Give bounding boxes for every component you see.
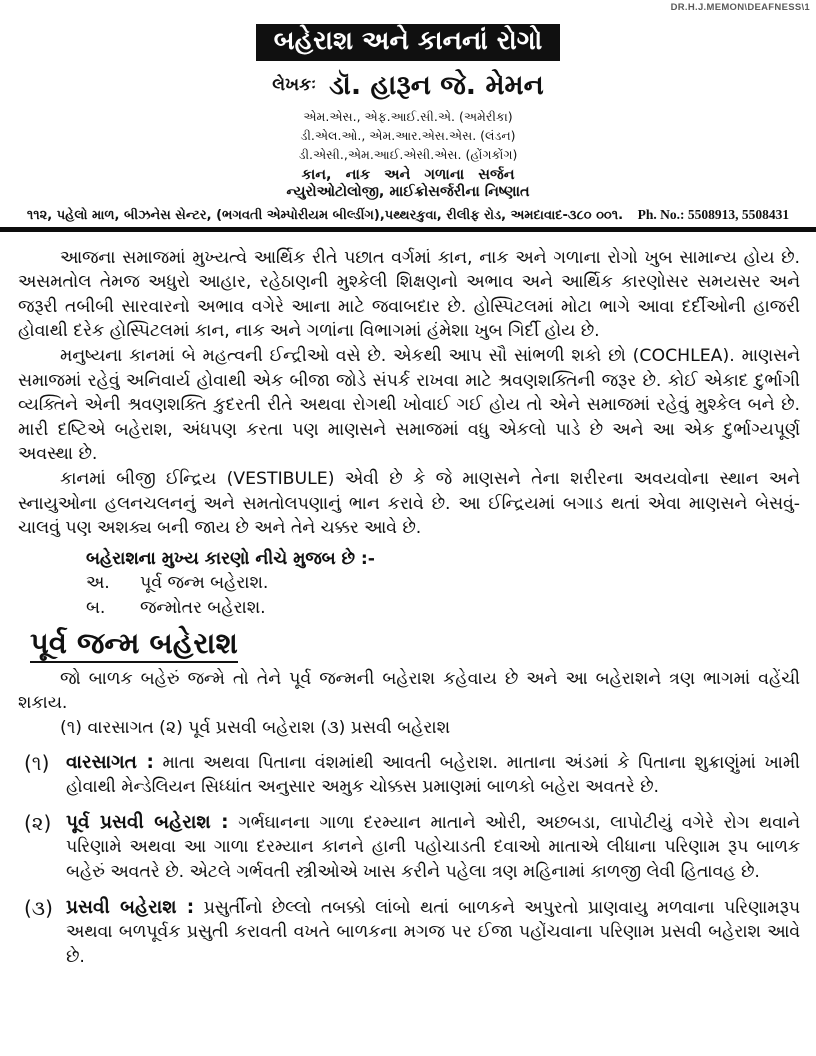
item-number: (૧) bbox=[24, 750, 50, 775]
section-heading: પૂર્વ જન્મ બહેરાશ bbox=[30, 627, 238, 663]
letterhead bbox=[0, 0, 816, 223]
list-marker: અ. bbox=[86, 573, 110, 594]
clinic-address: ૧૧૨, પહેલો માળ, બીઝનેસ સેન્ટર, (ભગવતી એમ્પોરીયમ બીલ્ડીંગ),પથ્થરકુવા, રીલીફ રોડ, અમદાવાદ-૩૮૦ ૦૦૧. bbox=[26, 207, 624, 223]
author-prefix: લેખકઃ bbox=[272, 74, 317, 95]
article-body bbox=[0, 232, 816, 970]
item-text: ગર્ભઘાનના ગાળા દરમ્યાન માતાને ઓરી, અછબડા, લાપોટીયું વગેરે રોગ થવાને પરિણામે અથવા આ ગાળા દરમ્યાન કાનને હાની પહોચાડતી દવાઓ માતાએ લીધાના પરિણામ રૂપ બાળક બહેરું અવતરે છે. એટલે ગર્ભવતી સ્ત્રીઓએ ખાસ કરીને પહેલા ત્રણ મહિનામાં કાળજી લેવી હિતાવહ છે. bbox=[66, 812, 800, 882]
causes-block bbox=[86, 547, 800, 621]
item-text: માતા અથવા પિતાના વંશમાંથી આવતી બહેરાશ. માતાના અંડમાં કે પિતાના શુક્રાણુંમાં ખામી હોવાથી મેન્ડેલિયન સિધ્ધાંત અનુસાર અમુક ચોક્કસ પ્રમાણમાં બાળકો બહેરા અવતરે છે. bbox=[66, 752, 800, 798]
author-name: ડૉ. હારૂન જે. મેમન bbox=[329, 69, 544, 101]
types-line: (૧) વારસાગત (૨) પૂર્વ પ્રસવી બહેરાશ (૩) પ્રસવી બહેરાશ bbox=[60, 718, 450, 739]
phone-numbers: Ph. No.: 5508913, 5508431 bbox=[637, 206, 790, 222]
section-heading-wrap bbox=[30, 627, 800, 663]
list-item-label: પૂર્વ જન્મ બહેરાશ. bbox=[140, 573, 269, 594]
specialty-line-1: કાન, નાક અને ગળાના સર્જન bbox=[301, 166, 515, 183]
credential-line: ડી.એલ.ઓ., એમ.આર.એસ.એસ. (લંડન) bbox=[300, 127, 516, 143]
item-number: (૨) bbox=[24, 810, 52, 835]
item-content bbox=[66, 811, 800, 885]
item-title: વારસાગત : bbox=[66, 751, 154, 773]
item-content bbox=[66, 896, 800, 970]
author-line bbox=[0, 70, 816, 102]
item-title: પ્રસવી બહેરાશ : bbox=[66, 896, 195, 918]
credential-line: એમ.એસ., એફ.આઈ.સી.એ. (અમેરીકા) bbox=[303, 108, 513, 124]
item-content bbox=[66, 751, 800, 800]
numbered-item bbox=[18, 811, 800, 885]
item-title: પૂર્વ પ્રસવી બહેરાશ : bbox=[66, 811, 229, 833]
specialty-line-2: ન્યુરોઓટોલોજી, માઈક્રોસર્જરીના નિષ્ણાત bbox=[286, 183, 530, 200]
document-title-banner: બહેરાશ અને કાનનાં રોગો bbox=[256, 24, 560, 61]
item-number: (૩) bbox=[24, 895, 53, 920]
paragraph-cochlea: મનુષ્યના કાનમાં બે મહત્વની ઈન્દ્રીઓ વસે છે. એકથી આપ સૌ સાંભળી શકો છો (COCHLEA). માણસને સમાજમાં રહેવું અનિવાર્ય હોવાથી એક બીજા જોડે સંપર્ક રાખવા માટે શ્રવણશક્તિની જરૂર છે. કોઈ એકાદ દુર્ભાગી વ્યક્તિને એની શ્રવણશક્તિ કુદરતી રીતે અથવા રોગથી ખોવાઈ ગઈ હોય તો એને સમાજમાં રહેવું મુશ્કેલ બને છે. મારી દષ્ટિએ બહેરાશ, અંધપણ કરતા પણ માણસને સમાજમાં વધુ એકલો પાડે છે અને આ એક દુર્ભાગ્યપૂર્ણ અવસ્થા છે. bbox=[18, 345, 800, 465]
list-item-label: જન્મોતર બહેરાશ. bbox=[140, 597, 266, 618]
numbered-item bbox=[18, 751, 800, 800]
list-marker: બ. bbox=[86, 597, 106, 618]
list-item bbox=[86, 596, 800, 621]
numbered-item bbox=[18, 896, 800, 970]
paragraph-vestibule: કાનમાં બીજી ઈન્દ્રિય (VESTIBULE) એવી છે કે જે માણસને તેના શરીરના અવયવોના સ્થાન અને સ્નાયુઓના હલનચલનનું અને સમતોલપણાનું ભાન કરાવે છે. આ ઈન્દ્રિયમાં બગાડ થતાં એવા માણસને બેસવું-ચાલવું પણ અશક્ય બની જાય છે અને તેને ચક્કર આવે છે. bbox=[18, 468, 800, 539]
filename-watermark: DR.H.J.MEMON\DEAFNESS\1 bbox=[670, 2, 810, 13]
address-row bbox=[0, 207, 816, 223]
list-item bbox=[86, 571, 800, 596]
credentials-block bbox=[0, 107, 816, 164]
credential-line: ડી.એસી.,એમ.આઈ.એસી.એસ. (હોંગકોંગ) bbox=[298, 146, 518, 162]
numbered-list bbox=[18, 751, 800, 970]
paragraph-intro: આજના સમાજમાં મુખ્યત્વે આર્થિક રીતે પછાત વર્ગમાં કાન, નાક અને ગળાના રોગો ખુબ સામાન્ય હોય છે. અસમતોલ તેમજ અધુરો આહાર, રહેઠાણની મુશ્કેલી શિક્ષણનો અભાવ અને આર્થિક કારણોસર સમયસર અને જરૂરી તબીબી સારવારનો અભાવ વગેરે આના માટે જવાબદાર છે. હોસ્પિટલમાં મોટા ભાગે આવા દર્દીઓની હાજરી હોવાથી દરેક હોસ્પિટલમાં કાન, નાક અને ગળાંના વિભાગમાં હંમેશા ખુબ ગિર્દી હોય છે. bbox=[18, 247, 800, 342]
causes-intro: બહેરાશના મુખ્ય કારણો નીચે મુજબ છે :- bbox=[86, 548, 375, 569]
section-intro: જો બાળક બહેરું જન્મે તો તેને પૂર્વ જન્મની બહેરાશ કહેવાય છે અને આ બહેરાશને ત્રણ ભાગમાં વહેંચી શકાય. bbox=[18, 668, 800, 714]
item-text: પ્રસુર્તીનો છેલ્લો તબક્કો લાંબો થતાં બાળકને અપુરતો પ્રાણવાયુ મળવાના પરિણામરૂપ અથવા બળપૂર્વક પ્રસુતી કરાવતી વખતે બાળકના મગજ પર ઈજા પહોંચવાના પરિણામ પ્રસવી બહેરાશ આવે છે. bbox=[66, 897, 800, 967]
